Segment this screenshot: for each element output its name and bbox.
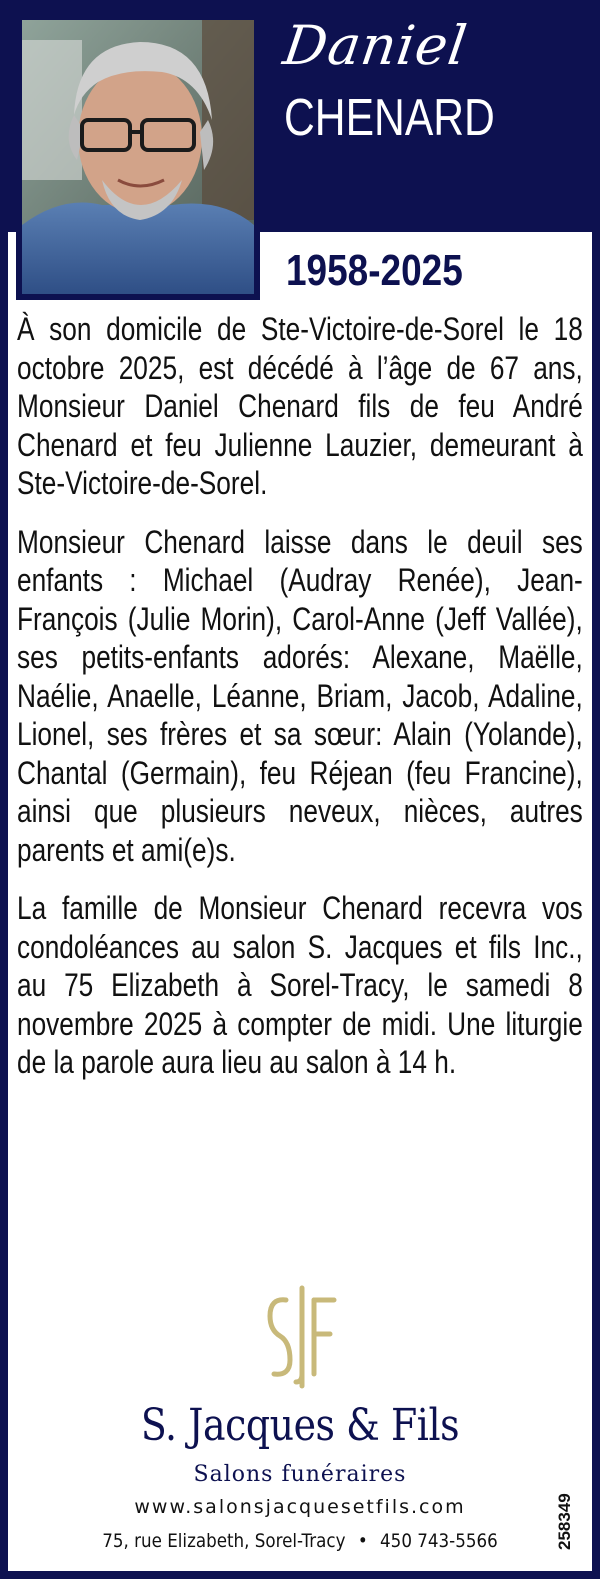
funeral-home-tagline: Salons funéraires xyxy=(193,1462,407,1487)
phone-number[interactable]: 450 743-5566 xyxy=(380,1530,498,1552)
last-name: CHENARD xyxy=(284,89,495,147)
life-years: 1958-2025 xyxy=(286,246,463,295)
obituary-text xyxy=(17,310,583,1102)
sjf-monogram-logo xyxy=(262,1282,342,1392)
contact-line xyxy=(36,1530,564,1552)
bullet-separator: • xyxy=(357,1530,368,1552)
ad-reference-number: 258349 xyxy=(555,1493,574,1550)
paragraph-death-notice: À son domicile de Ste-Victoire-de-Sorel le 18 octobre 2025, est décédé à l’âge de 67 ans, Monsieur Daniel Chenard fils de feu André Chenard et feu Julienne Lauzier, demeurant à Ste-Victoire-de-Sorel. xyxy=(17,311,583,501)
website-link[interactable]: www.salonsjacquesetfils.com xyxy=(134,1496,466,1518)
funeral-home-brand: S. Jacques & Fils xyxy=(140,1400,460,1451)
address-text: 75, rue Elizabeth, Sorel-Tracy xyxy=(102,1530,346,1552)
portrait-photo xyxy=(16,14,260,300)
paragraph-visitation: La famille de Monsieur Chenard recevra vos condoléances au salon S. Jacques et fils Inc., au 75 Elizabeth à Sorel-Tracy, le samedi 8 novembre 2025 à compter de midi. Une liturgie de la parole aura lieu au salon à 14 h. xyxy=(17,890,583,1080)
paragraph-survivors: Monsieur Chenard laisse dans le deuil ses enfants : Michael (Audray Renée), Jean-François (Julie Morin), Carol-Anne (Jeff Vallée), ses petits-enfants adorés: Alexane, Maëlle, Naélie, Anaelle, Léanne, Briam, Jacob, Adaline, Lionel, ses frères et sa sœur: Alain (Yolande), Chantal (Germain), feu Réjean (feu Francine), ainsi que plusieurs neveux, nièces, autres parents et ami(e)s. xyxy=(17,523,583,868)
first-name: Daniel xyxy=(279,14,472,77)
monogram-icon xyxy=(262,1282,342,1392)
portrait-image xyxy=(22,20,254,294)
